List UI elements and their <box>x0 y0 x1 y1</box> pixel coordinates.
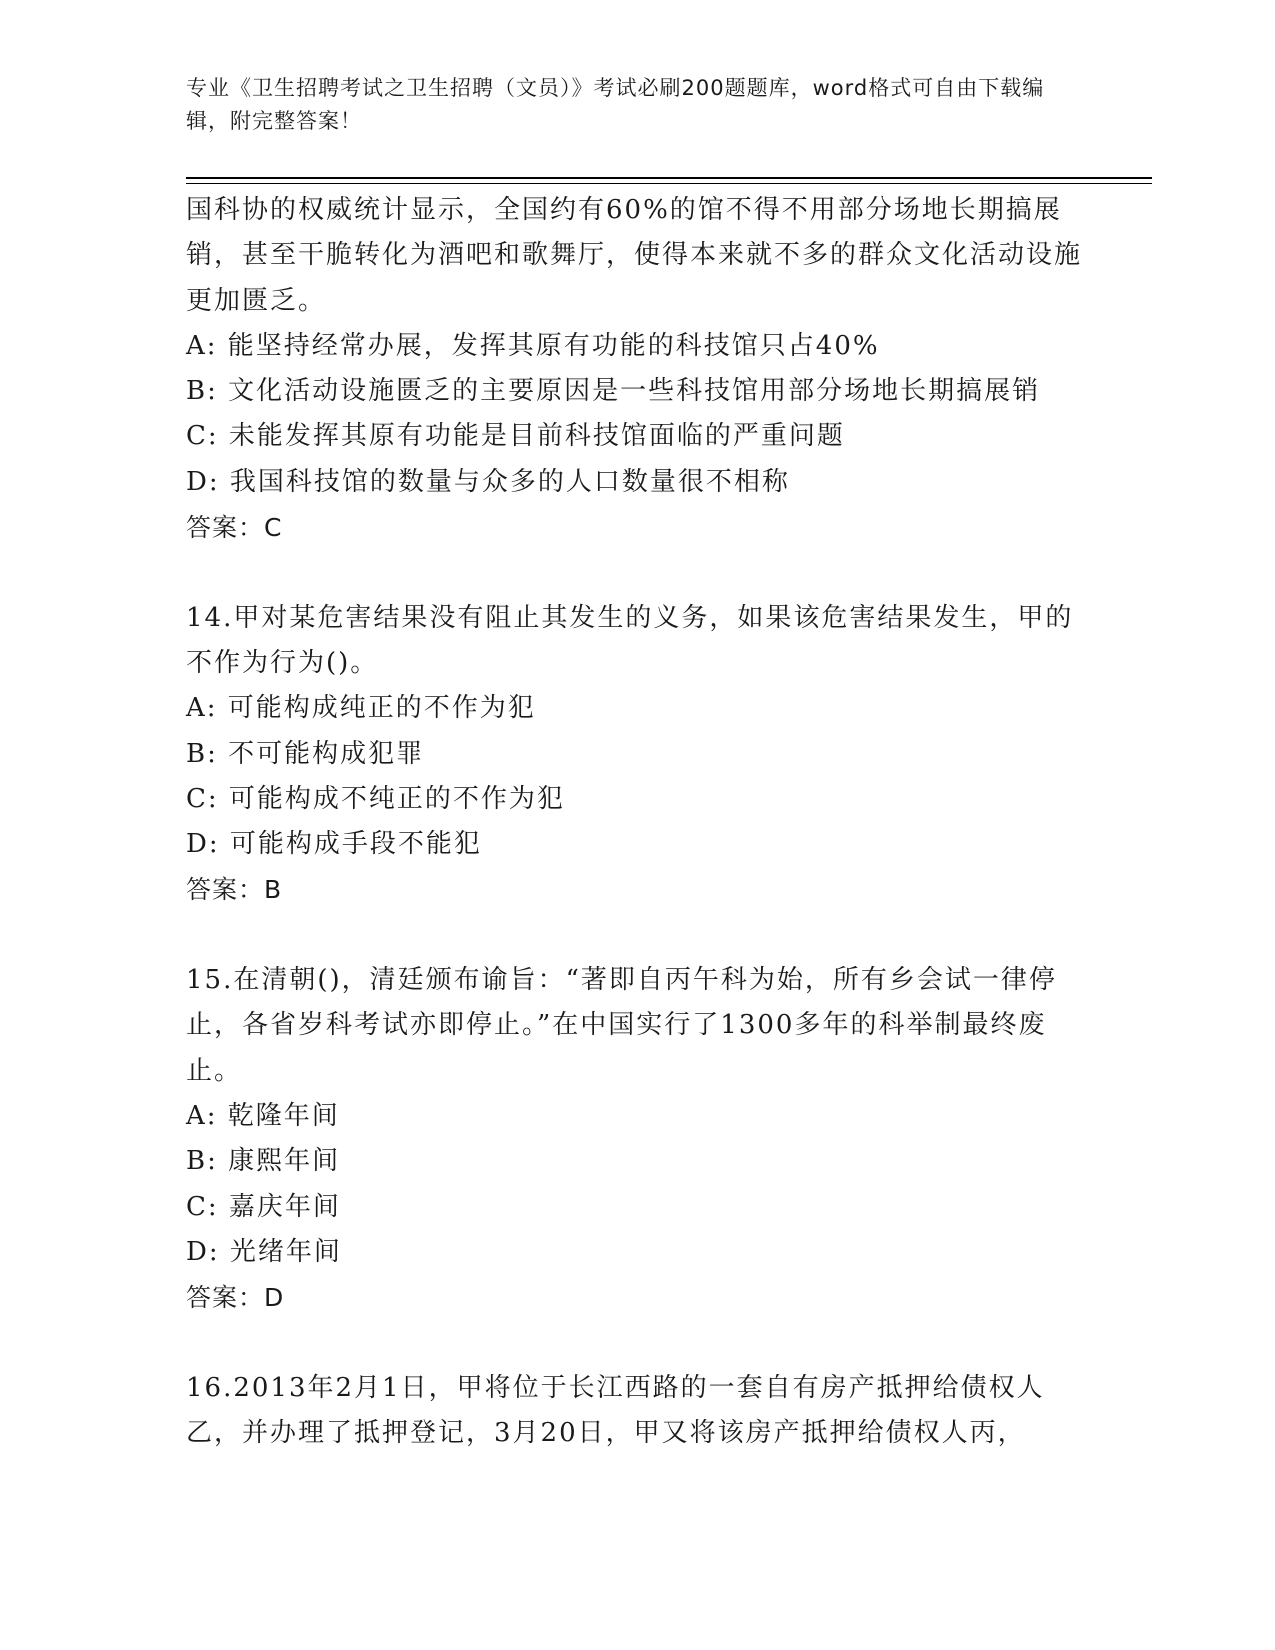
option-d: D: 光绪年间 <box>186 1236 342 1267</box>
document-header: 专业《卫生招聘考试之卫生招聘（文员）》考试必刷200题题库，word格式可自由下载编辑，附完整答案！ <box>186 76 1045 133</box>
option-c: C: 未能发挥其原有功能是目前科技馆面临的严重问题 <box>186 421 845 452</box>
answer-line: 答案：C <box>186 513 283 543</box>
question-list <box>186 188 1086 1456</box>
question-stem: 国科协的权威统计显示，全国约有60%的馆不得不用部分场地长期搞展销，甚至干脆转化为酒吧和歌舞厅，使得本来就不多的群众文化活动设施更加匮乏。 <box>186 195 1083 316</box>
option-c: C: 嘉庆年间 <box>186 1191 341 1222</box>
question-spacer <box>186 913 1086 958</box>
question-stem: 16.2013年2月1日，甲将位于长江西路的一套自有房产抵押给债权人乙，并办理了抵押登记，3月20日，甲又将该房产抵押给债权人丙， <box>186 1372 1045 1449</box>
option-b: B: 康熙年间 <box>186 1146 341 1177</box>
option-a: A: 能坚持经常办展，发挥其原有功能的科技馆只占40% <box>186 330 880 361</box>
question-15 <box>186 958 1086 1320</box>
answer-line: 答案：B <box>186 875 283 905</box>
question-stem: 15.在清朝()，清廷颁布谕旨：“著即自丙午科为始，所有乡会试一律停止，各省岁科考试亦即停止。”在中国实行了1300多年的科举制最终废止。 <box>186 965 1057 1086</box>
answer-line: 答案：D <box>186 1283 285 1313</box>
question-16 <box>186 1366 1086 1457</box>
option-a: A: 可能构成纯正的不作为犯 <box>186 693 536 724</box>
question-spacer <box>186 550 1086 595</box>
option-a: A: 乾隆年间 <box>186 1100 340 1131</box>
header-divider-thin <box>186 183 1152 184</box>
option-d: D: 可能构成手段不能犯 <box>186 829 482 860</box>
question-14 <box>186 596 1086 913</box>
option-d: D: 我国科技馆的数量与众多的人口数量很不相称 <box>186 466 790 497</box>
question-13-continued <box>186 188 1086 550</box>
header-divider-thick <box>186 177 1152 179</box>
question-spacer <box>186 1320 1086 1365</box>
question-stem: 14.甲对某危害结果没有阻止其发生的义务，如果该危害结果发生，甲的不作为行为()。 <box>186 602 1074 678</box>
option-b: B: 文化活动设施匮乏的主要原因是一些科技馆用部分场地长期搞展销 <box>186 376 1041 407</box>
option-c: C: 可能构成不纯正的不作为犯 <box>186 783 565 814</box>
option-b: B: 不可能构成犯罪 <box>186 738 425 769</box>
